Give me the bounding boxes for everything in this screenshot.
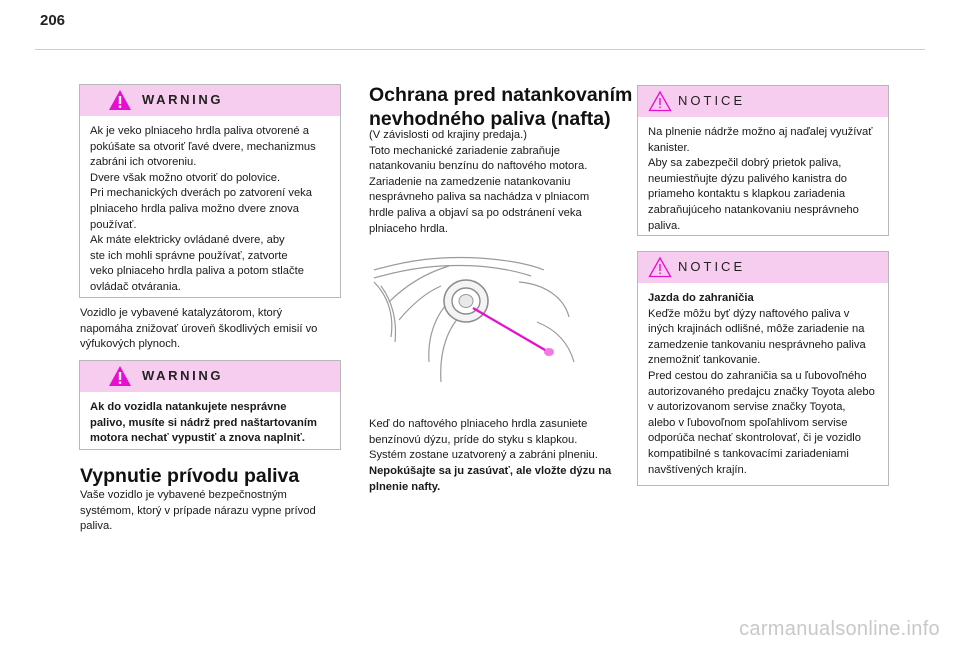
warning-box-door bbox=[79, 84, 341, 298]
misfuel-intro: (V závislosti od krajiny predaja.) Toto mechanické zariadenie zabraňuje natankovaniu benzínu do naftového motora. Zariadenie na zamedzenie natankovaniu nesprávneho paliva sa nachádza v plniacom hrdle paliva a objaví sa po odstránení veka plniaceho hrdla. bbox=[369, 129, 590, 235]
fuel-filler-illustration bbox=[369, 242, 615, 402]
warning-header bbox=[80, 85, 340, 116]
fuel-cutoff-paragraph: Vaše vozidlo je vybavené bezpečnostným systémom, ktorý v prípade nárazu vypne prívod paliva. bbox=[80, 489, 316, 533]
notice-header bbox=[638, 252, 888, 283]
catalyst-paragraph: Vozidlo je vybavené katalyzátorom, ktorý napomáha znižovať úroveň škodlivých emisií vo výfukových plynoch. bbox=[80, 307, 318, 351]
notice-box-canister bbox=[637, 85, 889, 236]
notice-box-abroad bbox=[637, 251, 889, 486]
section-heading-fuel-cutoff: Vypnutie prívodu paliva bbox=[80, 465, 300, 487]
misfuel-after-text: Keď do naftového plniaceho hrdla zasuniete benzínovú dýzu, príde do styku s klapkou. Systém zostane uzatvorený a zabráni plneniu. bbox=[369, 418, 598, 462]
page-number: 206 bbox=[40, 12, 66, 29]
warning-text: Ak je veko plniaceho hrdla paliva otvorené a pokúšate sa otvoriť ľavé dvere, mechanizmus zabráni ich otvoreniu. Dvere však možno otvoriť do polovice. Pri mechanických dverách po zatvorení veka plniaceho hrdla paliva možno dvere znova používať. Ak máte elektricky ovládané dvere, aby ste ich mohli správne používať, zatvorte veko plniaceho hrdla paliva a potom stlačte ovládač otvárania. bbox=[90, 125, 316, 293]
warning-triangle-icon bbox=[108, 89, 132, 111]
footer-watermark: carmanualsonline.info bbox=[739, 618, 940, 640]
header-divider bbox=[35, 49, 925, 50]
notice-label: NOTICE bbox=[678, 93, 746, 108]
warning-box-fuel bbox=[79, 360, 341, 450]
notice-triangle-icon bbox=[648, 90, 672, 112]
notice-label: NOTICE bbox=[678, 259, 746, 274]
warning-triangle-icon bbox=[108, 365, 132, 387]
notice-text: Na plnenie nádrže možno aj naďalej využívať kanister. Aby sa zabezpečil dobrý prietok paliva, neumiestňujte dýzu palivého kanistra do priameho kontaktu s klapkou zariadenia zabraňujúceho natankovaniu nesprávneho paliva. bbox=[648, 126, 873, 232]
misfuel-bold-instruction: Nepokúšajte sa ju zasúvať, ale vložte dýzu na plnenie nafty. bbox=[369, 465, 612, 493]
warning-header bbox=[80, 361, 340, 392]
notice-header bbox=[638, 86, 888, 117]
notice-text: Keďže môžu byť dýzy naftového paliva v iných krajinách odlišné, môže zariadenie na zamedzenie tankovaniu nesprávneho paliva znemožniť tankovanie. Pred cestou do zahraničia sa u ľubovoľného autorizovaného predajcu značky Toyota alebo v autorizovanom servise značky Toyota, alebo v ľubovoľnom spoľahlivom servise odporúča nechať skontrolovať, či je vozidlo kompatibilné s tankovacími zariadeniami navštívených krajín. bbox=[648, 307, 875, 476]
warning-label: WARNING bbox=[142, 92, 224, 107]
notice-title: Jazda do zahraničia bbox=[648, 292, 754, 304]
warning-text: Ak do vozidla natankujete nesprávne palivo, musíte si nádrž pred naštartovaním motora nechať vypustiť a znova naplniť. bbox=[90, 401, 317, 445]
warning-label: WARNING bbox=[142, 368, 224, 383]
notice-triangle-icon bbox=[648, 256, 672, 278]
section-heading-misfuel: Ochrana pred natankovaním nevhodného paliva (nafta) bbox=[369, 84, 633, 130]
